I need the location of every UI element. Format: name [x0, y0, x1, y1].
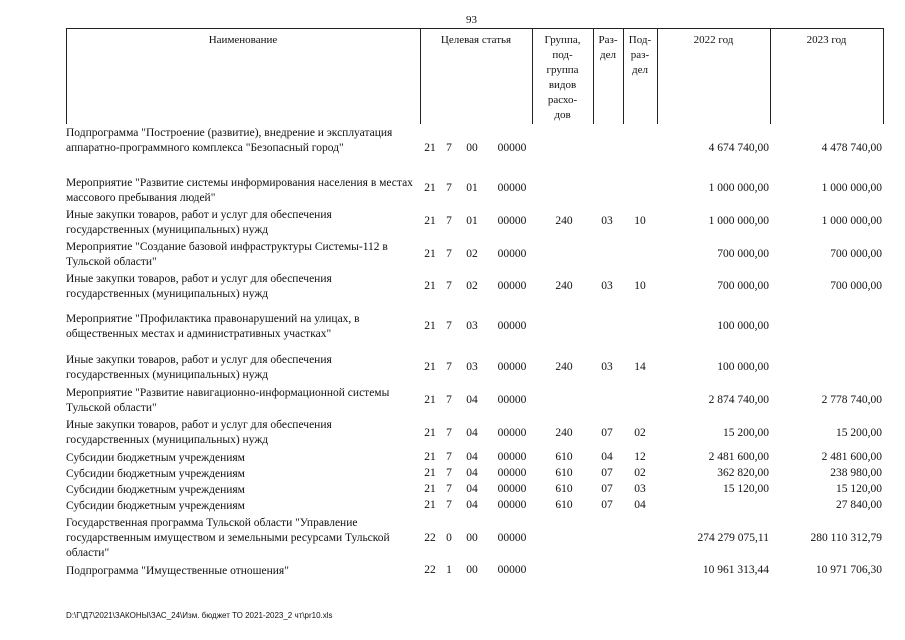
row-2023: 238 980,00 [830, 467, 882, 479]
row-code-a: 22 [424, 532, 436, 544]
row-section: 07 [601, 467, 613, 479]
row-2023: 15 120,00 [836, 483, 882, 495]
row-name: Субсидии бюджетным учреждениям [66, 500, 245, 512]
row-code-c: 00 [466, 532, 478, 544]
row-section: 07 [601, 499, 613, 511]
table-row [66, 564, 883, 580]
row-code-b: 7 [446, 280, 452, 292]
row-code-b: 7 [446, 467, 452, 479]
header-target: Целевая статья [440, 34, 512, 46]
row-code-b: 7 [446, 248, 452, 260]
table-row [66, 418, 883, 450]
header-divider [593, 28, 594, 124]
table-row [66, 516, 883, 564]
row-2022: 2 481 600,00 [708, 451, 769, 463]
table-row [66, 208, 883, 240]
row-section: 03 [601, 361, 613, 373]
row-name: Субсидии бюджетным учреждениям [66, 484, 245, 496]
row-2023: 1 000 000,00 [821, 215, 882, 227]
row-name: Субсидии бюджетным учреждениям [66, 468, 245, 480]
header-group-line: дов [554, 109, 571, 121]
header-divider [770, 28, 771, 124]
header-subsection [623, 29, 657, 125]
row-group: 240 [555, 215, 573, 227]
header-section [593, 29, 623, 125]
row-code-c: 04 [466, 499, 478, 511]
row-section: 07 [601, 483, 613, 495]
row-2023: 27 840,00 [836, 499, 882, 511]
table-row [66, 386, 883, 418]
row-code-c: 02 [466, 280, 478, 292]
header-divider [623, 28, 624, 124]
row-code-c: 03 [466, 320, 478, 332]
row-2023: 280 110 312,79 [810, 532, 882, 544]
row-subsection: 10 [634, 215, 646, 227]
header-group [532, 29, 593, 125]
row-group: 240 [555, 280, 573, 292]
header-divider [657, 28, 658, 124]
row-name: Иные закупки товаров, работ и услуг для обеспечения государственных (муниципальных) нужд [66, 209, 332, 236]
row-2023: 1 000 000,00 [821, 182, 882, 194]
row-2023: 10 971 706,30 [815, 564, 882, 576]
row-code-d: 00000 [497, 320, 527, 332]
row-name: Мероприятие "Создание базовой инфраструктуры Системы-112 в Тульской области" [66, 241, 388, 268]
header-divider [883, 28, 884, 124]
header-2022: 2022 год [693, 34, 734, 46]
row-2023: 2 481 600,00 [821, 451, 882, 463]
row-group: 240 [555, 361, 573, 373]
header-group-line: группа [546, 64, 579, 76]
row-code-d: 00000 [497, 467, 527, 479]
page-number: 93 [466, 14, 477, 26]
row-section: 03 [601, 215, 613, 227]
row-2022: 4 674 740,00 [708, 142, 769, 154]
header-group-line: расхо- [547, 94, 578, 106]
row-code-a: 21 [424, 499, 436, 511]
row-subsection: 02 [634, 427, 646, 439]
table-header [66, 28, 883, 125]
row-code-d: 00000 [497, 361, 527, 373]
row-2023: 15 200,00 [836, 427, 882, 439]
row-name: Мероприятие "Развитие системы информирования населения в местах массового пребывания людей" [66, 177, 413, 204]
row-code-d: 00000 [497, 215, 527, 227]
table-row [66, 240, 883, 272]
row-code-c: 03 [466, 361, 478, 373]
row-subsection: 02 [634, 467, 646, 479]
header-subsection-line: раз- [630, 49, 650, 61]
header-group-line: Группа, [544, 34, 581, 46]
row-code-c: 04 [466, 427, 478, 439]
row-2022: 10 961 313,44 [702, 564, 769, 576]
header-divider [420, 28, 421, 124]
header-divider [532, 28, 533, 124]
header-name: Наименование [208, 34, 278, 46]
row-code-a: 21 [424, 483, 436, 495]
row-code-d: 00000 [497, 142, 527, 154]
row-name: Субсидии бюджетным учреждениям [66, 452, 245, 464]
row-2023: 700 000,00 [830, 280, 882, 292]
row-code-b: 7 [446, 320, 452, 332]
header-2023: 2023 год [806, 34, 847, 46]
row-code-a: 21 [424, 248, 436, 260]
row-code-b: 7 [446, 142, 452, 154]
row-code-c: 00 [466, 142, 478, 154]
row-code-c: 04 [466, 467, 478, 479]
row-subsection: 14 [634, 361, 646, 373]
row-code-c: 02 [466, 248, 478, 260]
row-code-a: 21 [424, 280, 436, 292]
row-2022: 2 874 740,00 [708, 394, 769, 406]
row-code-a: 21 [424, 467, 436, 479]
row-group: 610 [555, 451, 573, 463]
row-code-c: 00 [466, 564, 478, 576]
row-code-b: 0 [446, 532, 452, 544]
table-row [66, 312, 883, 352]
row-subsection: 10 [634, 280, 646, 292]
row-2023: 700 000,00 [830, 248, 882, 260]
row-2022: 700 000,00 [717, 248, 769, 260]
row-code-d: 00000 [497, 451, 527, 463]
row-code-a: 21 [424, 361, 436, 373]
table-row [66, 176, 883, 208]
row-code-a: 22 [424, 564, 436, 576]
row-name: Подпрограмма "Имущественные отношения" [66, 565, 289, 577]
row-name: Мероприятие "Профилактика правонарушений на улицах, в общественных местах и административных участках" [66, 313, 360, 340]
header-subsection-line: дел [632, 64, 648, 76]
row-2022: 100 000,00 [717, 361, 769, 373]
row-name: Подпрограмма "Построение (развитие), внедрение и эксплуатация аппаратно-программного комплекса "Безопасный город" [66, 127, 393, 154]
row-code-b: 7 [446, 427, 452, 439]
row-section: 07 [601, 427, 613, 439]
header-group-line: под- [552, 49, 573, 61]
row-code-d: 00000 [497, 483, 527, 495]
row-2022: 100 000,00 [717, 320, 769, 332]
row-code-a: 21 [424, 320, 436, 332]
row-name: Иные закупки товаров, работ и услуг для обеспечения государственных (муниципальных) нужд [66, 419, 332, 446]
row-group: 610 [555, 499, 573, 511]
table-row [66, 126, 883, 174]
row-code-d: 00000 [497, 499, 527, 511]
row-code-d: 00000 [497, 280, 527, 292]
table-row [66, 499, 883, 515]
row-subsection: 03 [634, 483, 646, 495]
row-code-b: 7 [446, 451, 452, 463]
row-code-a: 21 [424, 451, 436, 463]
row-code-c: 01 [466, 215, 478, 227]
row-group: 240 [555, 427, 573, 439]
row-code-a: 21 [424, 182, 436, 194]
row-code-b: 7 [446, 499, 452, 511]
row-code-d: 00000 [497, 532, 527, 544]
row-code-a: 21 [424, 394, 436, 406]
row-code-b: 1 [446, 564, 452, 576]
row-name: Мероприятие "Развитие навигационно-информационной системы Тульской области" [66, 387, 390, 414]
row-2022: 274 279 075,11 [697, 532, 769, 544]
row-subsection: 12 [634, 451, 646, 463]
row-2022: 15 200,00 [723, 427, 769, 439]
row-2022: 1 000 000,00 [708, 182, 769, 194]
table-row [66, 467, 883, 483]
row-group: 610 [555, 483, 573, 495]
row-code-b: 7 [446, 215, 452, 227]
table-row [66, 483, 883, 499]
row-2022: 700 000,00 [717, 280, 769, 292]
header-group-line: видов [548, 79, 577, 91]
row-code-a: 21 [424, 142, 436, 154]
row-code-d: 00000 [497, 248, 527, 260]
row-name: Иные закупки товаров, работ и услуг для обеспечения государственных (муниципальных) нужд [66, 354, 332, 381]
row-code-d: 00000 [497, 564, 527, 576]
row-code-d: 00000 [497, 394, 527, 406]
row-code-b: 7 [446, 361, 452, 373]
header-section-line: дел [600, 49, 616, 61]
row-code-a: 21 [424, 215, 436, 227]
row-2022: 15 120,00 [723, 483, 769, 495]
row-code-b: 7 [446, 182, 452, 194]
row-2023: 2 778 740,00 [821, 394, 882, 406]
header-divider [66, 28, 67, 124]
row-code-d: 00000 [497, 182, 527, 194]
row-code-a: 21 [424, 427, 436, 439]
row-code-c: 04 [466, 451, 478, 463]
row-code-c: 04 [466, 394, 478, 406]
row-code-c: 01 [466, 182, 478, 194]
row-2022: 1 000 000,00 [708, 215, 769, 227]
table-row [66, 272, 883, 308]
row-code-c: 04 [466, 483, 478, 495]
header-subsection-line: Под- [628, 34, 652, 46]
header-section-line: Раз- [598, 34, 618, 46]
table-row [66, 353, 883, 385]
row-2022: 362 820,00 [717, 467, 769, 479]
row-code-b: 7 [446, 394, 452, 406]
row-name: Иные закупки товаров, работ и услуг для обеспечения государственных (муниципальных) нужд [66, 273, 332, 300]
row-group: 610 [555, 467, 573, 479]
row-section: 04 [601, 451, 613, 463]
row-subsection: 04 [634, 499, 646, 511]
row-2023: 4 478 740,00 [821, 142, 882, 154]
row-code-b: 7 [446, 483, 452, 495]
row-section: 03 [601, 280, 613, 292]
table-row [66, 451, 883, 467]
file-path-footer: D:\Г\Д7\2021\ЗАКОНЫ\ЗАС_24\Изм. бюджет ТО 2021-2023_2 чт\pr10.xls [66, 611, 333, 620]
row-code-d: 00000 [497, 427, 527, 439]
row-name: Государственная программа Тульской области "Управление государственным имуществом и земельными ресурсами Тульской области" [66, 517, 390, 559]
